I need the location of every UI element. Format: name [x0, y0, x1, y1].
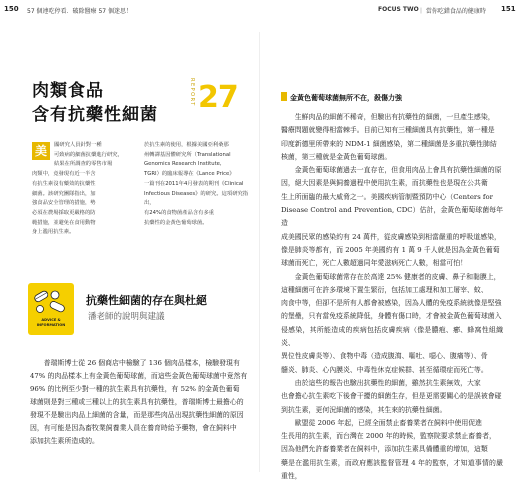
pills-icon	[28, 283, 74, 335]
advice-title: 抗藥性細菌的存在與杜絕	[86, 294, 207, 307]
advice-subtitle: 潘老師的說明與建議	[88, 312, 165, 322]
subhead-marker	[281, 92, 287, 101]
page-gutter	[259, 32, 260, 472]
drop-cap: 美	[32, 142, 50, 160]
left-body-text: 普瑞斯博士從 26 個商店中檢驗了 136 個肉品樣本，檢驗發現有 47% 的肉品樣本上有金黃色葡萄球菌，而這些金黃色葡萄球菌中竟然有 96% 的比例至少對一種的抗生素具有抗藥性，有 52% 的金黃色葡萄 球菌則是對三種或三種以上的抗生素具有抗藥性，普瑞斯博士最擔心的 發現不是驗出肉品上細菌的含量，而是那些肉品出現抗藥性細菌的原因 因，有可能是因為畜牧業飼養業人員在養育時給予藥物，會在飼料中 添加抗生素所造成的。	[30, 359, 248, 445]
right-running-title: ｜ 當你吃錯食品的健康時	[418, 8, 486, 15]
intro-column-1: 國研究人員針對一種 可致病的細菌抗藥進行研究， 結果在所調查的零售市場 肉類中，竟發現有近一半含 有抗生素沒有藥效的抗藥性 細菌。該研究團隊指出，加 強食品安全管理的措施，勢 必須在農場採取更嚴格的防 範措施，並避免在食用動物 身上濫用抗生素。	[32, 142, 123, 236]
chapter-title-line2: 含有抗藥性細菌	[32, 105, 158, 125]
advice-info-label: ADVICE & INFORMATION	[36, 318, 66, 327]
right-subhead: 金黃色葡萄球菌無所不在，殺傷力強	[290, 94, 402, 102]
left-running-title: 57 個連吃停看．破除醫療 57 個迷思！	[27, 8, 132, 15]
report-label: REPORT	[189, 78, 195, 107]
left-page-number: 150	[4, 5, 19, 13]
chapter-number: 27	[198, 80, 238, 115]
right-running-title-bold: FOCUS TWO	[378, 6, 419, 13]
advice-badge	[28, 283, 74, 335]
intro-column-2: 於抗生素的使用，根據美國亞利桑那 州轉譯基因體研究所（Translational Genomics Research Institute, TGRI）的臨床報導在《Lance Price》 一篇刊在2011年4月發表的期刊《Clinical Infectious Diseases》的研究。這項研究指出， 有24%的食物菌產品含有多重 抗藥性的金黃色葡萄球菌。	[144, 142, 249, 226]
right-page-number: 151	[501, 5, 516, 13]
right-body-text: 生鮮肉品的細菌不稀奇，但驗出有抗藥性的細菌，一旦產生感染， 醫療問題就變得相當棘手。目前已知有三種細菌具有抗藥性，第一種是 印度新德里所帶來的 NDM-1 細菌感染，第二種細菌是多重抗藥性肺結 核菌，第三種就是金黃色葡萄球菌。 金黃色葡萄球菌過去一直存在，但食用肉品上會具有抗藥性細菌的原 因，絕大因素是與飼養過程中使用抗生素，而抗藥性也是現在公共衛 生上所面臨的最大威脅之一。美國疾病管制暨預防中心（Centers for Disease Control and Prevention, CDC）估計，金黃色葡萄球菌每年造 成美國民眾的感染約有 24 萬件，從皮膚感染到相當嚴重的呼吸道感染， 像是肺炎等都有，而 2005 年美國約有 1 萬 9 千人就是因為金黃色葡萄 球菌而死亡，死亡人數超過同年愛滋病死亡人數，相當可怕！ 金黃色葡萄球菌常存在於高達 25% 健康者的皮膚、鼻子和黏膜上， 這種細菌可在許多環境下置生繁衍，包括加工處理和加工屠宰、蚊、 肉食中等，但卻不是所有人都會被感染，因為人體的免疫系統就像是堅強 的堡壘，只有當免疫系統降低，身體有傷口時，才會被金黃色葡萄球菌入 侵感染，其所能造成的疾病包括皮膚疾病（像是膿疱、癤、蜂窩性組織炎、 異位性皮膚炎等）、食物中毒（造成腹瀉、嘔吐、噁心、腹痛等）、骨 髓炎、肺炎、心內膜炎、中毒性休克症候群、甚至循環症而死亡等。 由於這些的報告也驗出抗藥性的細菌，雖然抗生素無效，大家 也會擔心抗生素吃下後會干擾的細菌生存，但是更需要關心的是誤被會碰 到抗生素，更何況細菌的感染，其生來的抗藥性細菌。 歐盟從 2006 年起，已經全面禁止畜養業者在飼料中使用促進 生長用的抗生素，而台灣在 2000 年的時候，監察院要求禁止畜養者， 因為他們允許畜養業者在飼料中，添加抗生素具備體重的增加，這類 藥是在濫用抗生素，而政府應該監督管理 4 年的監察，才知道事情的嚴重性，	[281, 113, 503, 481]
chapter-title-line1: 肉類食品	[32, 81, 104, 101]
